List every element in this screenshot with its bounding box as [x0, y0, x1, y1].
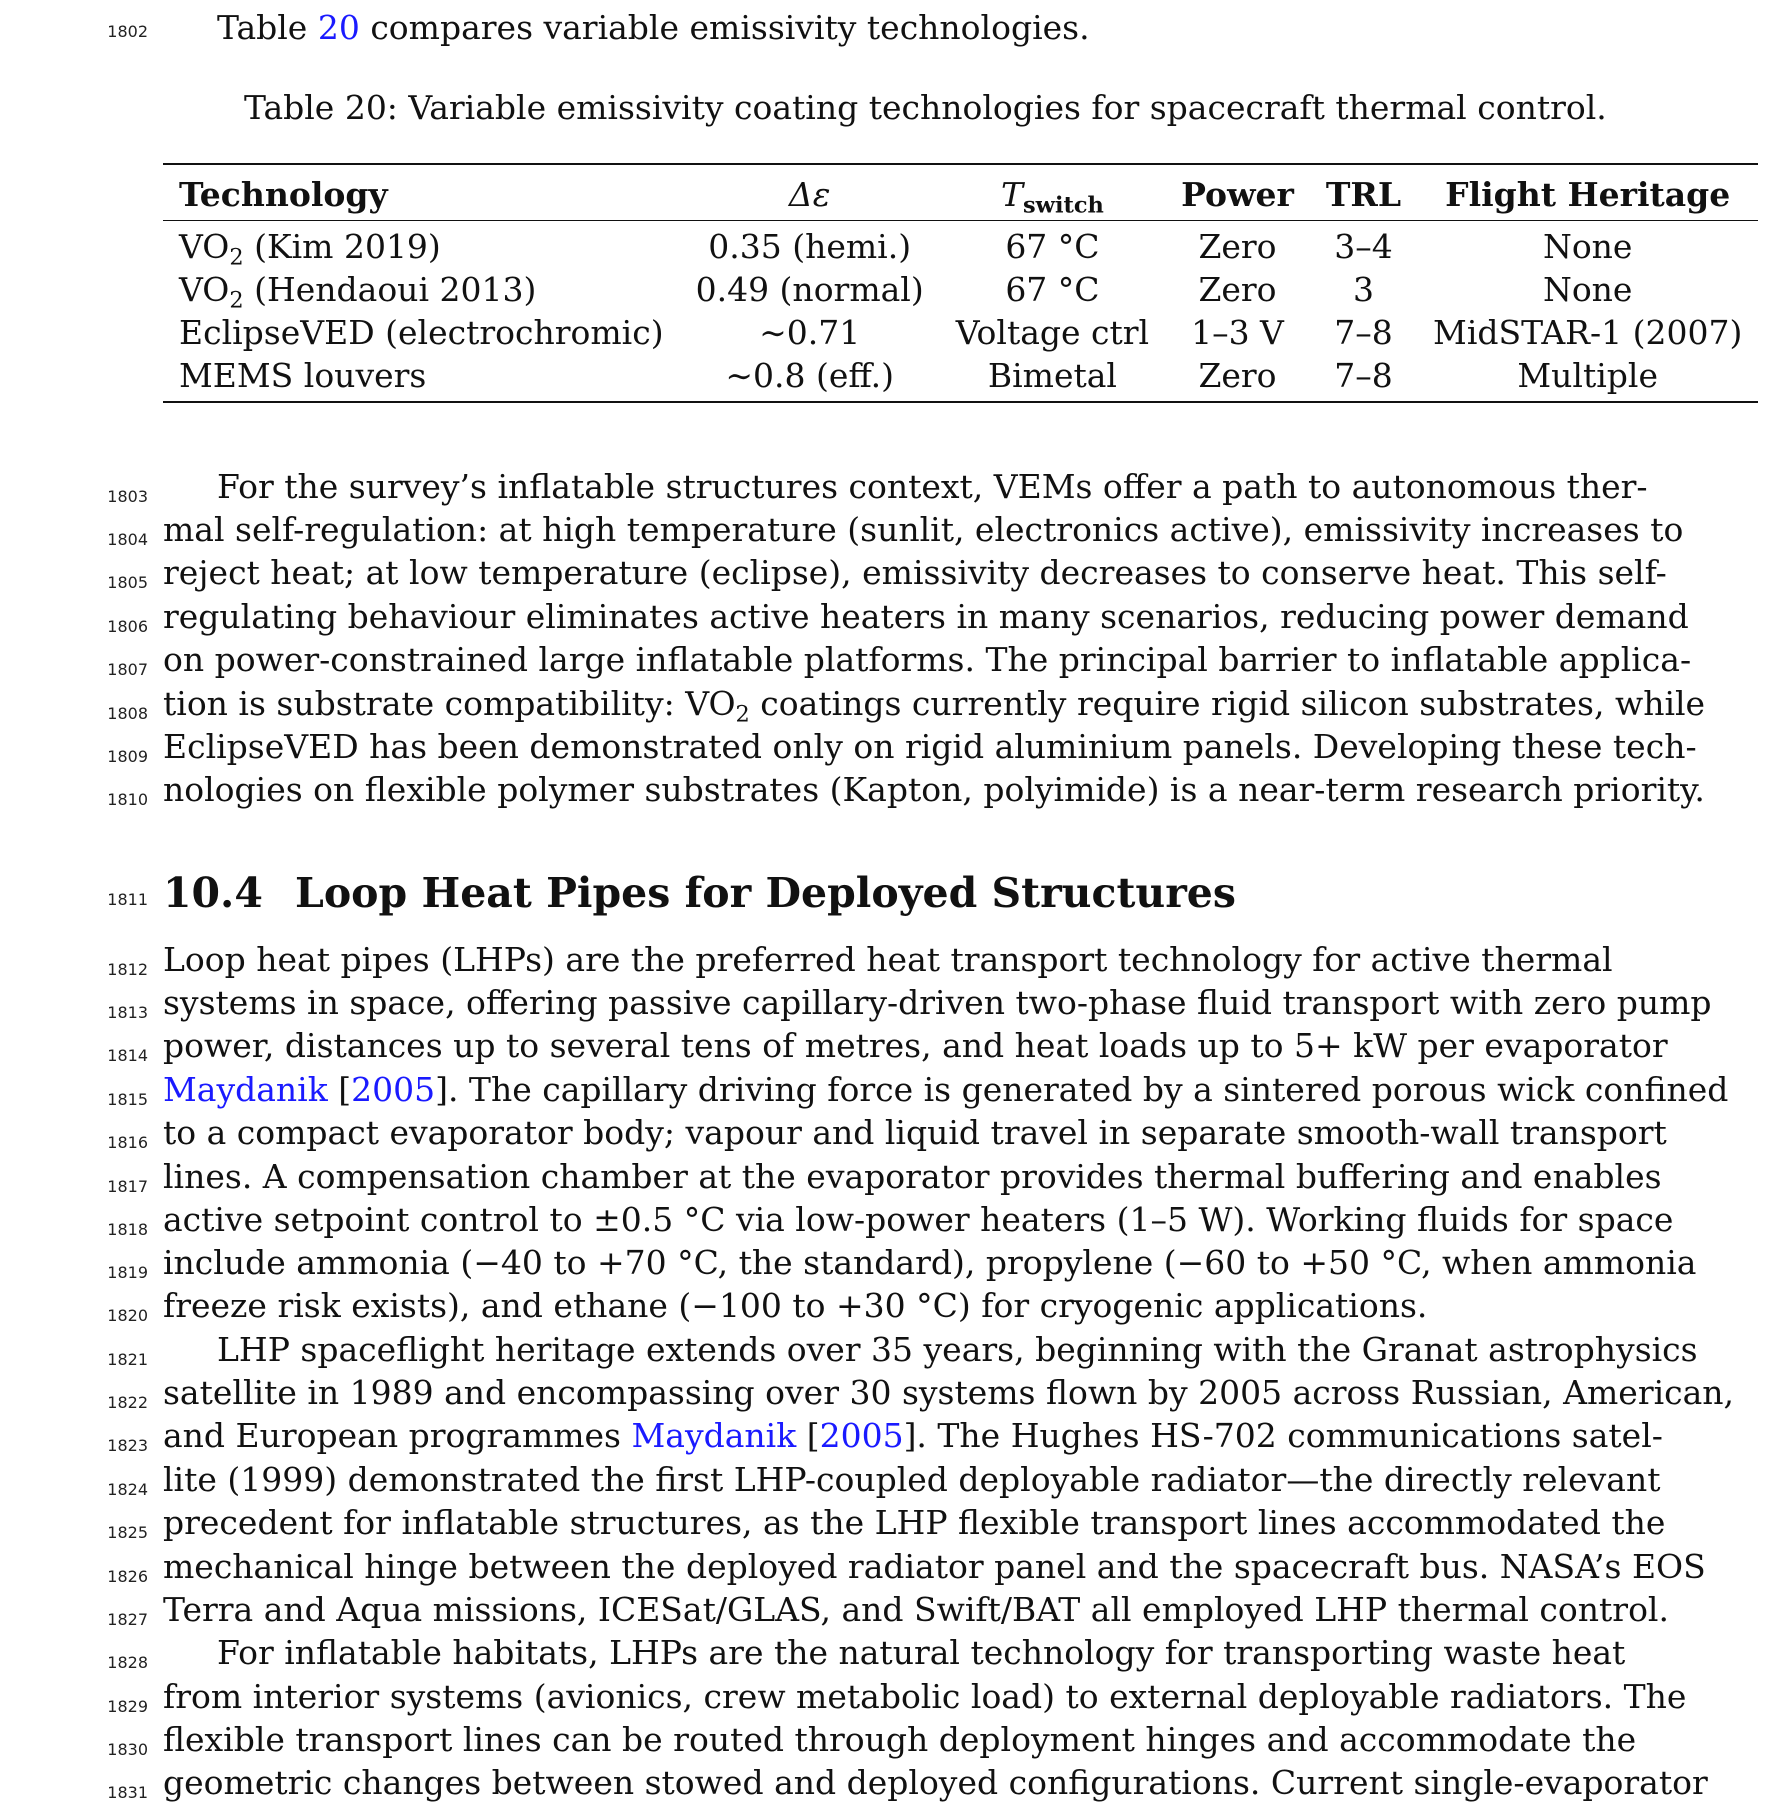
- paragraph-line: lines. A compensation chamber at the evaporator provides thermal buffering and enables: [163, 1157, 1662, 1196]
- line-number: 1818: [107, 1220, 148, 1239]
- cell-heritage: Multiple: [1417, 354, 1758, 402]
- intro-line: Table 20 compares variable emissivity technologies.: [217, 8, 1090, 47]
- paragraph-line: EclipseVED has been demonstrated only on rigid aluminium panels. Developing these tech-: [163, 727, 1697, 766]
- line-number: 1815: [107, 1090, 148, 1109]
- paragraph-line: lite (1999) demonstrated the first LHP-coupled deployable radiator—the directly relevant: [163, 1460, 1661, 1499]
- line-number: 1826: [107, 1567, 148, 1586]
- line-number: 1822: [107, 1393, 148, 1412]
- line-number: 1809: [107, 747, 148, 766]
- paragraph-line: freeze risk exists), and ethane (−100 to +30 °C) for cryogenic applications.: [163, 1286, 1428, 1325]
- header-delta-eps: Δε: [680, 164, 940, 221]
- line-number: 1830: [107, 1740, 148, 1759]
- table-row: [163, 311, 1758, 354]
- table-row: [163, 221, 1758, 269]
- line-number: 1831: [107, 1783, 148, 1802]
- line-number: 1829: [107, 1697, 148, 1716]
- citation-author-link[interactable]: Maydanik: [163, 1070, 328, 1109]
- section-heading: [163, 868, 1236, 918]
- line-number: 1816: [107, 1133, 148, 1152]
- line-number: 1803: [107, 487, 148, 506]
- paragraph-line: include ammonia (−40 to +70 °C, the standard), propylene (−60 to +50 °C, when ammonia: [163, 1243, 1697, 1282]
- cell-delta: ∼0.8 (eff.): [680, 354, 940, 402]
- cell-technology: $VO_2$ (Kim 2019): [179, 227, 441, 271]
- cell-trl: 7–8: [1310, 354, 1417, 402]
- cell-delta: 0.35 (hemi.): [708, 227, 912, 266]
- paragraph-line: power, distances up to several tens of metres, and heat loads up to 5+ kW per evaporator: [163, 1026, 1668, 1065]
- paragraph-line: to a compact evaporator body; vapour and liquid travel in separate smooth-wall transport: [163, 1113, 1667, 1152]
- section-number: 10.4: [163, 869, 263, 917]
- line-number: 1823: [107, 1436, 148, 1455]
- citation-year-link[interactable]: 2005: [819, 1416, 904, 1455]
- line-number: 1812: [107, 960, 148, 979]
- cell-technology: MEMS louvers: [163, 354, 680, 402]
- paragraph-line: from interior systems (avionics, crew metabolic load) to external deployable radiators. The: [163, 1677, 1687, 1716]
- paragraph-line: Maydanik [2005]. The capillary driving force is generated by a sintered porous wick confined: [163, 1070, 1729, 1109]
- cell-tswitch: 67 °C: [1005, 270, 1100, 309]
- paragraph-line: mechanical hinge between the deployed radiator panel and the spacecraft bus. NASA’s EOS: [163, 1547, 1706, 1586]
- cell-delta: 0.49 (normal): [695, 270, 924, 309]
- cell-tswitch: Bimetal: [940, 354, 1165, 402]
- paragraph-line: nologies on flexible polymer substrates (Kapton, polyimide) is a near-term research priority.: [163, 770, 1705, 809]
- cell-technology: $VO_2$ (Hendaoui 2013): [179, 270, 537, 314]
- line-number: 1824: [107, 1480, 148, 1499]
- paragraph-line: and European programmes Maydanik [2005]. The Hughes HS-702 communications satel-: [163, 1416, 1663, 1455]
- paragraph-line: For inflatable habitats, LHPs are the natural technology for transporting waste heat: [217, 1633, 1626, 1672]
- paragraph-line: reject heat; at low temperature (eclipse), emissivity decreases to conserve heat. This self-: [163, 553, 1667, 592]
- line-number: 1827: [107, 1610, 148, 1629]
- line-number: 1805: [107, 573, 148, 592]
- line-number: 1804: [107, 530, 148, 549]
- section-title: Loop Heat Pipes for Deployed Structures: [295, 869, 1236, 917]
- emissivity-table: [163, 163, 1758, 403]
- cell-tswitch: 67 °C: [1005, 227, 1100, 266]
- line-number: 1821: [107, 1350, 148, 1369]
- line-number: 1802: [107, 22, 148, 41]
- paragraph-line: regulating behaviour eliminates active heaters in many scenarios, reducing power demand: [163, 597, 1689, 636]
- paragraph-line: For the survey’s inflatable structures context, VEMs offer a path to autonomous ther-: [217, 467, 1648, 506]
- citation-author-link[interactable]: Maydanik: [631, 1416, 797, 1455]
- paragraph-line: geometric changes between stowed and deployed configurations. Current single-evaporator: [163, 1763, 1708, 1802]
- cell-heritage: None: [1542, 227, 1633, 266]
- line-number: 1808: [107, 704, 148, 723]
- cell-technology: EclipseVED (electrochromic): [179, 313, 664, 352]
- cell-power: Zero: [1198, 227, 1277, 266]
- paragraph-line: flexible transport lines can be routed through deployment hinges and accommodate the: [163, 1720, 1637, 1759]
- table-ref-link[interactable]: 20: [317, 8, 360, 47]
- cell-power: Zero: [1165, 354, 1310, 402]
- paragraph-line: mal self-regulation: at high temperature (sunlit, electronics active), emissivity increases to: [163, 510, 1684, 549]
- cell-trl: 3: [1352, 270, 1374, 309]
- line-number: 1817: [107, 1177, 148, 1196]
- cell-heritage: MidSTAR-1 (2007): [1433, 313, 1743, 352]
- cell-power: Zero: [1198, 270, 1277, 309]
- cell-trl: 3–4: [1334, 227, 1393, 266]
- cell-delta: ∼0.71: [759, 313, 861, 352]
- line-number: 1825: [107, 1523, 148, 1542]
- paragraph-line: Loop heat pipes (LHPs) are the preferred heat transport technology for active thermal: [163, 940, 1613, 979]
- paragraph-line: on power-constrained large inflatable platforms. The principal barrier to inflatable applica-: [163, 640, 1692, 679]
- line-number: 1819: [107, 1263, 148, 1282]
- cell-tswitch: Voltage ctrl: [955, 313, 1150, 352]
- table-caption: Table 20: Variable emissivity coating technologies for spacecraft thermal control.: [244, 88, 1607, 127]
- header-technology: Technology: [163, 164, 680, 221]
- line-number: 1807: [107, 660, 148, 679]
- line-number: 1814: [107, 1046, 148, 1065]
- line-number: 1810: [107, 790, 148, 809]
- cell-trl: 7–8: [1334, 313, 1393, 352]
- paragraph-line: active setpoint control to ±0.5 °C via low-power heaters (1–5 W). Working fluids for space: [163, 1200, 1674, 1239]
- cell-power: 1–3 V: [1191, 313, 1284, 352]
- table-row: [163, 354, 1758, 402]
- line-number: 1820: [107, 1306, 148, 1325]
- line-number: 1813: [107, 1003, 148, 1022]
- header-power: Power: [1165, 164, 1310, 221]
- paragraph-line: precedent for inflatable structures, as the LHP flexible transport lines accommodated the: [163, 1503, 1666, 1542]
- citation-year-link[interactable]: 2005: [351, 1070, 436, 1109]
- paragraph-line: Terra and Aqua missions, ICESat/GLAS, and Swift/BAT all employed LHP thermal control.: [163, 1590, 1669, 1629]
- line-number: 1811: [107, 890, 148, 909]
- header-trl: TRL: [1310, 164, 1417, 221]
- header-t-switch: $T_{switch}$: [940, 164, 1165, 221]
- line-number: 1806: [107, 617, 148, 636]
- paragraph-line: tion is substrate compatibility: $VO_2$ coatings currently require rigid silicon substrates, while: [163, 684, 1706, 728]
- table-header-row: [163, 164, 1758, 221]
- table-row: [163, 268, 1758, 311]
- paragraph-line: systems in space, offering passive capillary-driven two-phase fluid transport with zero pump: [163, 983, 1712, 1022]
- header-heritage: Flight Heritage: [1417, 164, 1758, 221]
- cell-heritage: None: [1542, 270, 1633, 309]
- paragraph-line: LHP spaceflight heritage extends over 35 years, beginning with the Granat astrophysics: [217, 1330, 1698, 1369]
- paragraph-line: satellite in 1989 and encompassing over 30 systems flown by 2005 across Russian, American,: [163, 1373, 1735, 1412]
- line-number: 1828: [107, 1653, 148, 1672]
